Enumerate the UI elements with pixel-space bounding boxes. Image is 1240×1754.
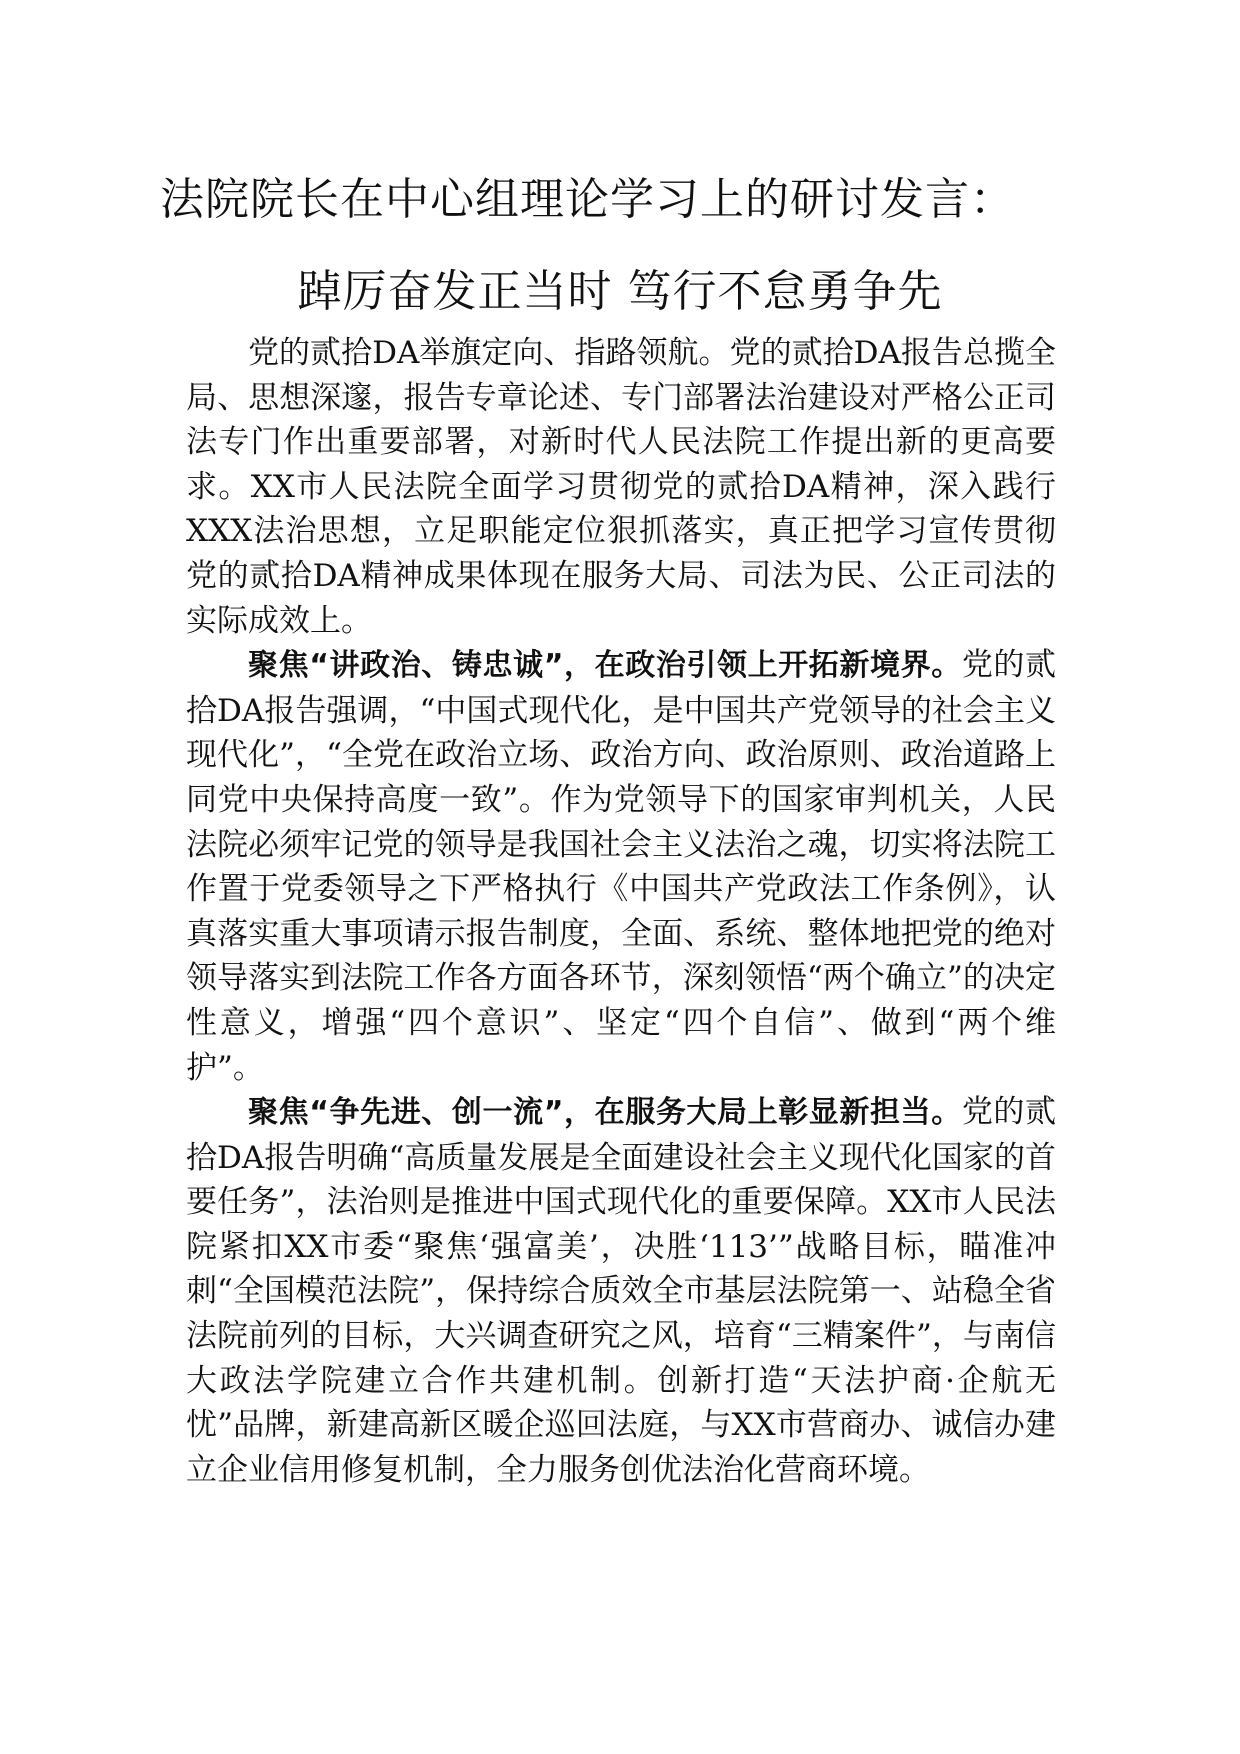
paragraph-intro-text: 党的贰拾DA举旗定向、指路领航。党的贰拾DA报告总揽全局、思想深邃，报告专章论述、专门部署法治建设对严格公正司法专门作出重要部署，对新时代人民法院工作提出新的更高要求。XX市人民法院全面学习贯彻党的贰拾DA精神，深入践行XXX法治思想，立足职能定位狠抓落实，真正把学习宣传贯彻党的贰拾DA精神成果体现在服务大局、司法为民、公正司法的实际成效上。 — [186, 335, 1056, 639]
document-body — [186, 331, 1056, 1492]
paragraph-politics — [186, 643, 1056, 1090]
paragraph-intro — [186, 331, 1056, 643]
paragraph-politics-heading: 聚焦“讲政治、铸忠诚”，在政治引领上开拓新境界。 — [248, 648, 962, 684]
paragraph-service — [186, 1090, 1056, 1492]
document-title-line-2: 踔厉奋发正当时 笃行不怠勇争先 — [297, 266, 943, 317]
document-title-line-1: 法院院长在中心组理论学习上的研讨发言： — [160, 174, 1015, 225]
paragraph-politics-text: 党的贰拾DA报告强调，“中国式现代化，是中国共产党领导的社会主义现代化”，“全党在政治立场、政治方向、政治原则、政治道路上同党中央保持高度一致”。作为党领导下的国家审判机关，人民法院必须牢记党的领导是我国社会主义法治之魂，切实将法院工作置于党委领导之下严格执行《中国共产党政法工作条例》，认真落实重大事项请示报告制度，全面、系统、整体地把党的绝对领导落实到法院工作各方面各环节，深刻领悟“两个确立”的决定性意义，增强“四个意识”、坚定“四个自信”、做到“两个维护”。 — [186, 647, 1057, 1086]
paragraph-service-heading: 聚焦“争先进、创一流”，在服务大局上彰显新担当。 — [248, 1095, 962, 1131]
paragraph-service-text: 党的贰拾DA报告明确“高质量发展是全面建设社会主义现代化国家的首要任务”，法治则是推进中国式现代化的重要保障。XX市人民法院紧扣XX市委“聚焦‘强富美’，决胜‘113’”战略目标，瞄准冲刺“全国模范法院”，保持综合质效全市基层法院第一、站稳全省法院前列的目标，大兴调查研究之风，培育“三精案件”，与南信大政法学院建立合作共建机制。创新打造“天法护商·企航无忧”品牌，新建高新区暖企巡回法庭，与XX市营商办、诚信办建立企业信用修复机制，全力服务创优法治化营商环境。 — [186, 1094, 1057, 1488]
